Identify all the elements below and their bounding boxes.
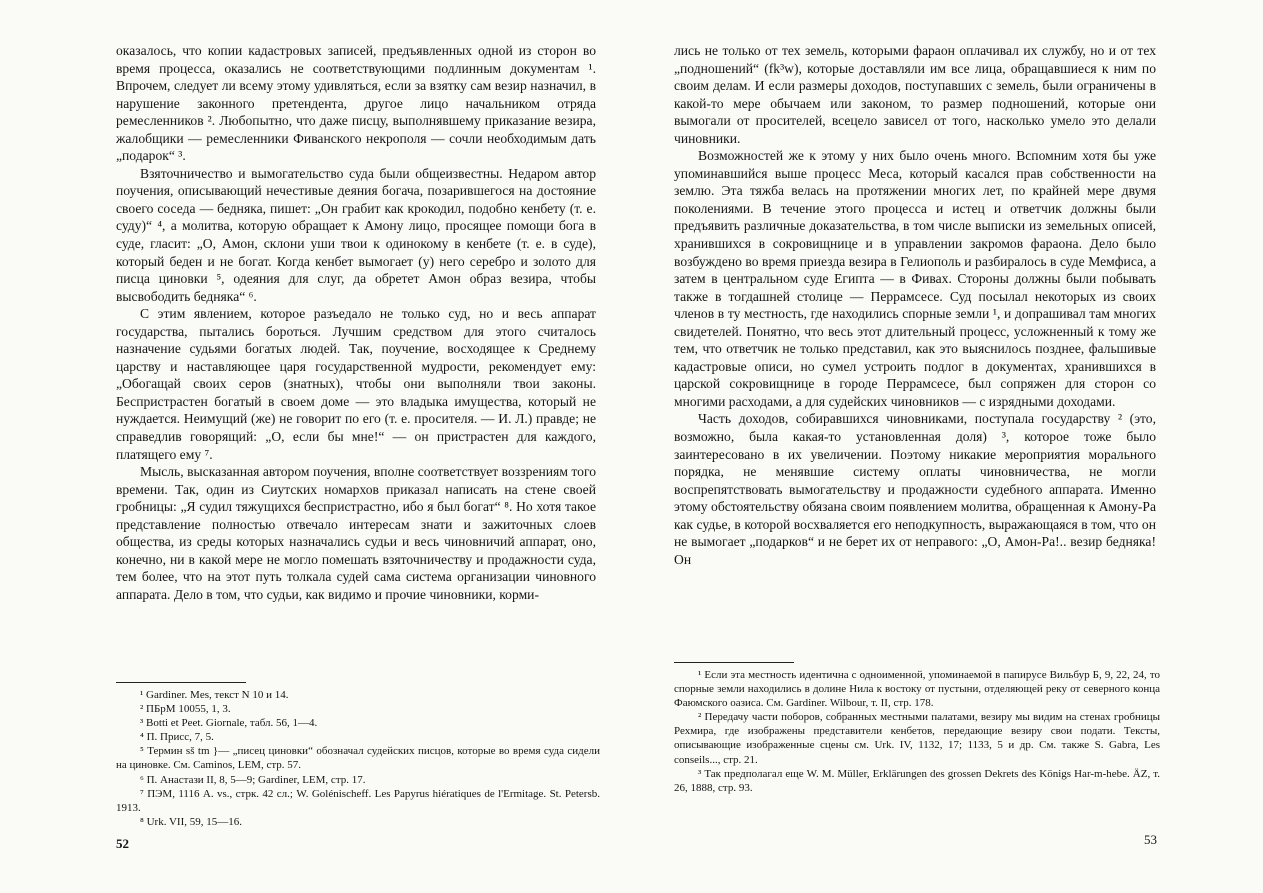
right-page — [631, 0, 1263, 893]
footnote: ² Передачу части поборов, собранных местными палатами, везиру мы видим на стенах гробницы Рехмира, где изображены представители кенбетов, передающие везиру свои подати. Тексты, описывающие изображенные сцены см. Urk. IV, 1132, 17; 1133, 5 и др. См. также S. Gabra, Les conseils..., стр. 21. — [674, 711, 1160, 766]
paragraph: Мысль, высказанная автором поучения, вполне соответствует воззрениям того времени. Так, один из Сиутских номархов приказал написать на стене своей гробницы: „Я судил тяжущихся беспристрастно, ибо я был богат“ ⁸. Но хотя такое представление полностью отвечало интересам знати и зажиточных слоев общества, из среды которых назначались судьи и весь чиновничий аппарат, оно, конечно, ни в какой мере не могло помешать взяточничеству и продажности суда, тем более, что на этот путь толкала судей сама система организации чиновного аппарата. Дело в том, что судьи, как видимо и прочие чиновники, корми- — [116, 464, 596, 602]
paragraph: Возможностей же к этому у них было очень много. Вспомним хотя бы уже упоминавшийся выше процесс Меса, который касался прав собственности на землю. Эта тяжба велась на протяжении многих лет, по крайней мере двумя поколениями. В течение этого процесса и истец и ответчик должны были предъявить различные доказательства, в том числе выписки из земельных описей, хранившихся в сокровищнице и в управлении закромов фараона. Дело было возбуждено во время приезда везира в Гелиополь и разбиралось в суде Мемфиса, а затем в центральном суде Египта — в Фивах. Стороны должны были побывать также в тогдашней столице — Перрамсесе. Суд посылал некоторых из своих членов в ту местность, где находились спорные земли ¹, и допрашивал там многих свидетелей. Понятно, что весь этот длительный процесс, усложненный к тому же тем, что ответчик не только представил, как это выяснилось позднее, фальшивые кадастровые описи, но сумел устроить подлог в документах, хранившихся в царской сокровищнице в городе Перрамсесе, был сопряжен для сторон со многими расходами, а для судейских чиновников — с изрядными доходами. — [674, 148, 1156, 409]
left-page-body — [116, 42, 596, 604]
right-page-body — [674, 42, 1156, 568]
paragraph: С этим явлением, которое разъедало не только суд, но и весь аппарат государства, пытались бороться. Лучшим средством для этого считалось назначение судьями богатых людей. Так, поучение, восходящее к Среднему царству и наставляющее царя государственной мудрости, рекомендует ему: „Обогащай своих серов (знатных), чтобы они выполняли твои законы. Беспристрастен богатый в своем доме — это владыка имущества, который не нуждается. Неимущий (же) не говорит по его (т. е. просителя. — И. Л.) правде; не справедлив говорящий: „О, если бы мне!“ — он пристрастен для каждого, платящего ему ⁷. — [116, 306, 596, 462]
footnote-separator — [674, 662, 794, 663]
footnote: ³ Так предполагал еще W. M. Müller, Erklärungen des grossen Dekrets des Königs Har-m-hebe. ÄZ, т. 26, 1888, стр. 93. — [674, 767, 1160, 794]
right-footnotes — [674, 668, 1160, 795]
footnote: ¹ Gardiner. Mes, текст N 10 и 14. — [140, 689, 289, 701]
footnote: ⁸ Urk. VII, 59, 15—16. — [140, 815, 243, 828]
paragraph: Взяточничество и вымогательство суда были общеизвестны. Недаром автор поучения, описывающий нечестивые деяния богача, позарившегося на достояние своего соседа — бедняка, пишет: „Он грабит как крокодил, подобно кенбету (т. е. суду)“ ⁴, а молитва, которую обращает к Амону лицо, просящее помощи бога в суде, гласит: „О, Амон, склони уши твои к одинокому в кенбете (т. е. в суде), который беден и не богат. Когда кенбет вымогает (у) него серебро и золото для писца циновки ⁵, одеяния для слуг, да обретет Амон образ везира, чтобы высвободить бедняка“ ⁶. — [116, 165, 596, 304]
footnote: ⁷ ПЭМ, 1116 A. vs., стрк. 42 сл.; W. Golénischeff. Les Papyrus hiératiques de l'Ermitage. St. Petersb. 1913. — [116, 787, 600, 814]
footnote: ⁵ Термин sš tm }— „писец циновки“ обозначал судейских писцов, которые во время суда сидели на циновке. См. Caminos, LEM, стр. 57. — [116, 745, 600, 772]
footnote: ⁶ П. Анастази II, 8, 5—9; Gardiner, LEM, стр. 17. — [140, 773, 366, 786]
footnote-separator — [116, 682, 246, 683]
footnote: ² ПБрМ 10055, 1, 3. — [140, 703, 231, 716]
page-number: 53 — [1144, 832, 1157, 847]
left-page — [0, 0, 631, 893]
paragraph: оказалось, что копии кадастровых записей, предъявленных одной из сторон во время процесса, оказались не соответствующими подлинным документам ¹. Впрочем, следует ли всему этому удивляться, если за взятку сам везир назначил, в нарушение законного претендента, другое лицо начальником отряда ремесленников ². Любопытно, что даже писцу, выполнявшему приказание везира, жалобщики — ремесленники Фиванского некрополя — сочли необходимым дать „подарок“ ³. — [116, 43, 596, 164]
footnote: ¹ Если эта местность идентична с одноименной, упоминаемой в папирусе Вильбур Б, 9, 22, 24, то спорные земли находились в долине Нила к востоку от пустыни, отделяющей реку от северного конца Фаюмского оазиса. См. Gardiner. Wilbour, т. II, стр. 178. — [674, 669, 1160, 710]
left-footnotes — [116, 688, 600, 829]
footnote: ³ Botti et Peet. Giornale, табл. 56, 1—4. — [140, 717, 318, 730]
paragraph: Часть доходов, собиравшихся чиновниками, поступала государству ² (это, возможно, была какая-то установленная доля) ³, которое тоже было заинтересовано в их увеличении. Поэтому никакие мероприятия морального порядка, не менявшие систему оплаты чиновничества, не могли воспрепятствовать вымогательству и продажности судебного аппарата. Именно этому обстоятельству обязана своим появлением молитва, обращенная к Амону-Ра как судье, в которой восхваляется его неподкупность, выражающаяся в том, что он не вымогает „подарков“ и не берет их от неправого: „О, Амон-Ра!.. везир бедняка! Он — [674, 411, 1156, 567]
footnote: ⁴ П. Присс, 7, 5. — [140, 731, 214, 744]
paragraph: лись не только от тех земель, которыми фараон оплачивал их службу, но и от тех „подношений“ (fk³w), которые доставляли им все лица, обращавшиеся к ним по своим делам. И если размеры доходов, поступавших с земель, были ограничены в какой-то мере обычаем или законом, то размер подношений, которые они вымогали от просителей, всецело зависел от того, насколько умело это делали чиновники. — [674, 43, 1156, 146]
page-number: 52 — [116, 836, 129, 851]
